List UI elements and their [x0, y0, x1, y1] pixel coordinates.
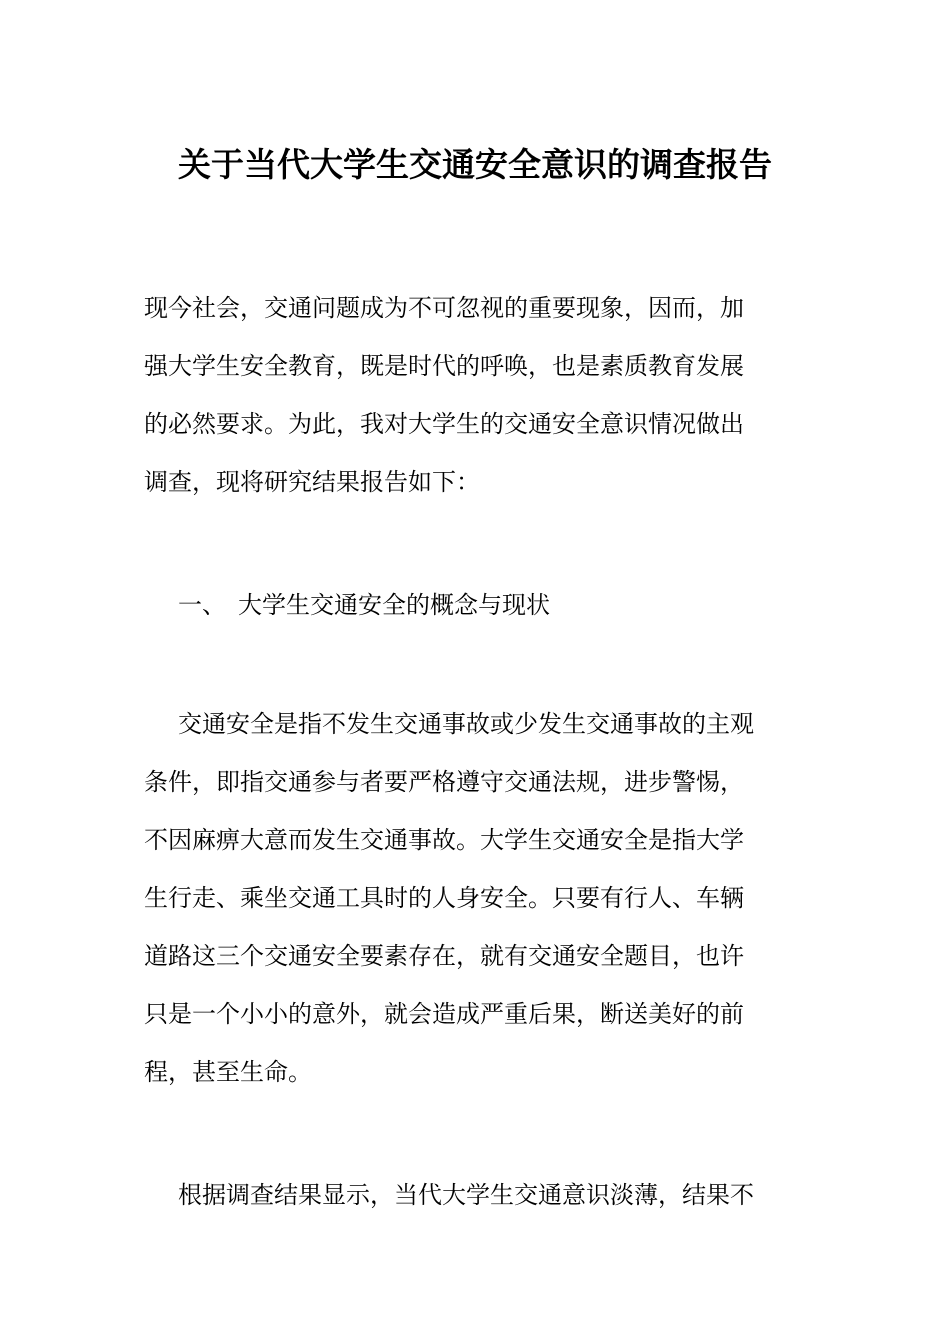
- intro-line: 现今社会，交通问题成为不可忽视的重要现象，因而，加: [144, 294, 744, 322]
- body-line: 条件，即指交通参与者要严格遵守交通法规，进步警惕，: [144, 768, 744, 796]
- intro-line: 的必然要求。为此，我对大学生的交通安全意识情况做出: [144, 410, 744, 438]
- body-line: 生行走、乘坐交通工具时的人身安全。只要有行人、车辆: [144, 884, 744, 912]
- document-title: 关于当代大学生交通安全意识的调查报告: [178, 145, 772, 184]
- intro-line: 强大学生安全教育，既是时代的呼唤，也是素质教育发展: [144, 352, 744, 380]
- body-line: 道路这三个交通安全要素存在，就有交通安全题目，也许: [144, 942, 744, 970]
- body-line: 根据调查结果显示，当代大学生交通意识淡薄，结果不: [178, 1181, 754, 1209]
- intro-line: 调查，现将研究结果报告如下：: [144, 468, 480, 496]
- body-line: 交通安全是指不发生交通事故或少发生交通事故的主观: [178, 710, 754, 738]
- body-line: 程，甚至生命。: [144, 1058, 312, 1086]
- section-heading: 一、 大学生交通安全的概念与现状: [178, 591, 550, 619]
- body-line: 不因麻痹大意而发生交通事故。大学生交通安全是指大学: [144, 826, 744, 854]
- body-line: 只是一个小小的意外，就会造成严重后果，断送美好的前: [144, 1000, 744, 1028]
